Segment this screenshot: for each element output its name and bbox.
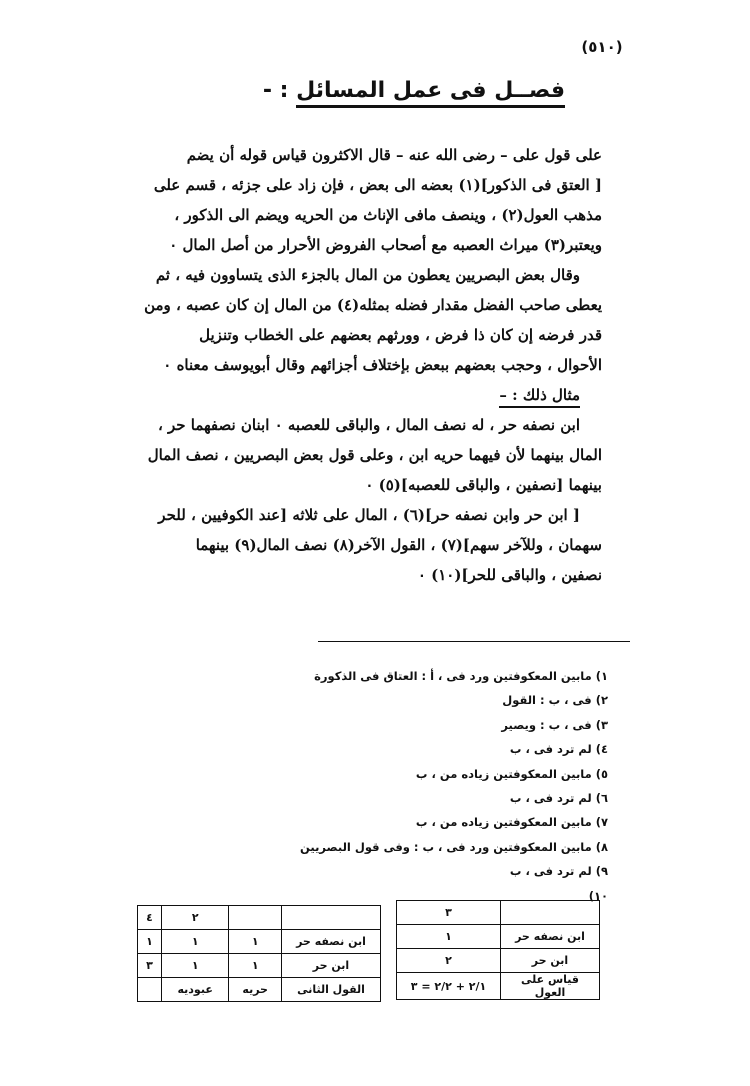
footnotes: [188, 664, 608, 908]
table-cell: [138, 978, 162, 1002]
table-cell: ١: [229, 930, 282, 954]
table-cell: القول الثانى: [282, 978, 381, 1002]
calculation-table-right: [396, 900, 600, 1000]
text-line: سهمان ، وللآخر سهم](٧) ، القول الآخر(٨) نصف المال(٩) بينهما: [195, 536, 602, 554]
table-cell: ٣: [138, 954, 162, 978]
table-cell: قياس على العول: [501, 973, 600, 1000]
table-row: [138, 930, 381, 954]
table-row: [397, 973, 600, 1000]
table-cell: ١: [138, 930, 162, 954]
text-line: قدر فرضه إن كان ذا فرض ، وورثهم بعضهم على الخطاب وتنزيل: [199, 326, 602, 344]
table-cell: حريه: [229, 978, 282, 1002]
table-row: [138, 906, 381, 930]
table-cell: ١: [161, 930, 228, 954]
text-line: نصفين ، والباقى للحر](١٠) ٠: [417, 566, 602, 584]
table-cell: ابن نصفه حر: [282, 930, 381, 954]
table-cell: ٤: [138, 906, 162, 930]
example-title-line: [82, 380, 602, 410]
table-cell: ٣: [397, 901, 501, 925]
table-cell: عبوديه: [161, 978, 228, 1002]
table-cell: ابن حر: [501, 949, 600, 973]
calculation-table-left: [137, 905, 381, 1002]
text-line: المال بينهما لأن فيهما حريه ابن ، وعلى قول بعض البصريين ، نصف المال: [147, 446, 602, 464]
text-line: وقال بعض البصريين يعطون من المال بالجزء الذى يتساوون فيه ، ثم: [155, 266, 580, 284]
footnote: ٤) لم ترد فى ، ب: [509, 742, 608, 757]
text-line: يعطى صاحب الفضل مقدار فضله بمثله(٤) من المال إن كان عصبه ، ومن: [144, 296, 602, 314]
footnote-separator: [318, 641, 630, 642]
footnote: ١) مابين المعكوفتين ورد فى ، أ : العتاق فى الذكورة: [314, 669, 608, 683]
example-title: مثال ذلك : –: [499, 384, 580, 408]
text-line: [ ابن حر وابن نصفه حر](٦) ، المال على ثلاثه [عند الكوفيين ، للحر: [158, 506, 580, 524]
table-cell: [501, 901, 600, 925]
footnote: ٥) مابين المعكوفتين زياده من ، ب: [415, 766, 608, 781]
footnote: ٩) لم ترد فى ، ب: [509, 864, 608, 879]
text-line: [ العتق فى الذكور](١) بعضه الى بعض ، فإن زاد على جزئه ، قسم على: [153, 176, 602, 194]
table-row: [397, 925, 600, 949]
table-cell: ٢: [397, 949, 501, 973]
text-line: ويعتبر(٣) ميراث العصبه مع أصحاب الفروض الأحرار من أصل المال ٠: [169, 236, 602, 254]
section-title: فصــل فى عمل المسائل: [296, 78, 565, 108]
table-row: [397, 949, 600, 973]
footnote: ١٠): [588, 888, 608, 903]
table-cell: ابن نصفه حر: [501, 925, 600, 949]
section-title-suffix: : -: [262, 78, 297, 103]
table-cell: ابن حر: [282, 954, 381, 978]
table-cell: ٢/١ + ٢/٢ = ٣: [397, 973, 501, 1000]
footnote: ٧) مابين المعكوفتين زياده من ، ب: [415, 815, 608, 830]
section-heading: [263, 78, 565, 103]
table-cell: ٢: [161, 906, 228, 930]
footnote: ٢) فى ، ب : القول: [502, 693, 608, 708]
footnote: ٣) فى ، ب : ويصير: [501, 717, 608, 732]
text-line: بينهما [نصفين ، والباقى للعصبه](٥) ٠: [365, 476, 602, 494]
text-line: الأحوال ، وحجب بعضهم ببعض بإختلاف أجزائهم وقال أبويوسف معناه ٠: [163, 356, 602, 374]
table-row: [138, 978, 381, 1002]
text-line: ابن نصفه حر ، له نصف المال ، والباقى للعصبه ٠ ابنان نصفهما حر ،: [157, 416, 580, 434]
text-line: على قول على – رضى الله عنه – قال الاكثرون قياس قوله أن يضم: [186, 146, 602, 164]
table-cell: ١: [397, 925, 501, 949]
table-cell: ١: [161, 954, 228, 978]
table-cell: ١: [229, 954, 282, 978]
footnote: ٨) مابين المعكوفتين ورد فى ، ب : وفى قول البصريين: [300, 839, 608, 854]
table-row: [397, 901, 600, 925]
text-line: مذهب العول(٢) ، وينصف مافى الإناث من الحريه ويضم الى الذكور ،: [174, 206, 602, 224]
footnote: ٦) لم ترد فى ، ب: [509, 790, 608, 805]
table-cell: [282, 906, 381, 930]
table-row: [138, 954, 381, 978]
main-text: [82, 140, 602, 590]
table-cell: [229, 906, 282, 930]
page-number: (٥١٠): [581, 38, 623, 56]
